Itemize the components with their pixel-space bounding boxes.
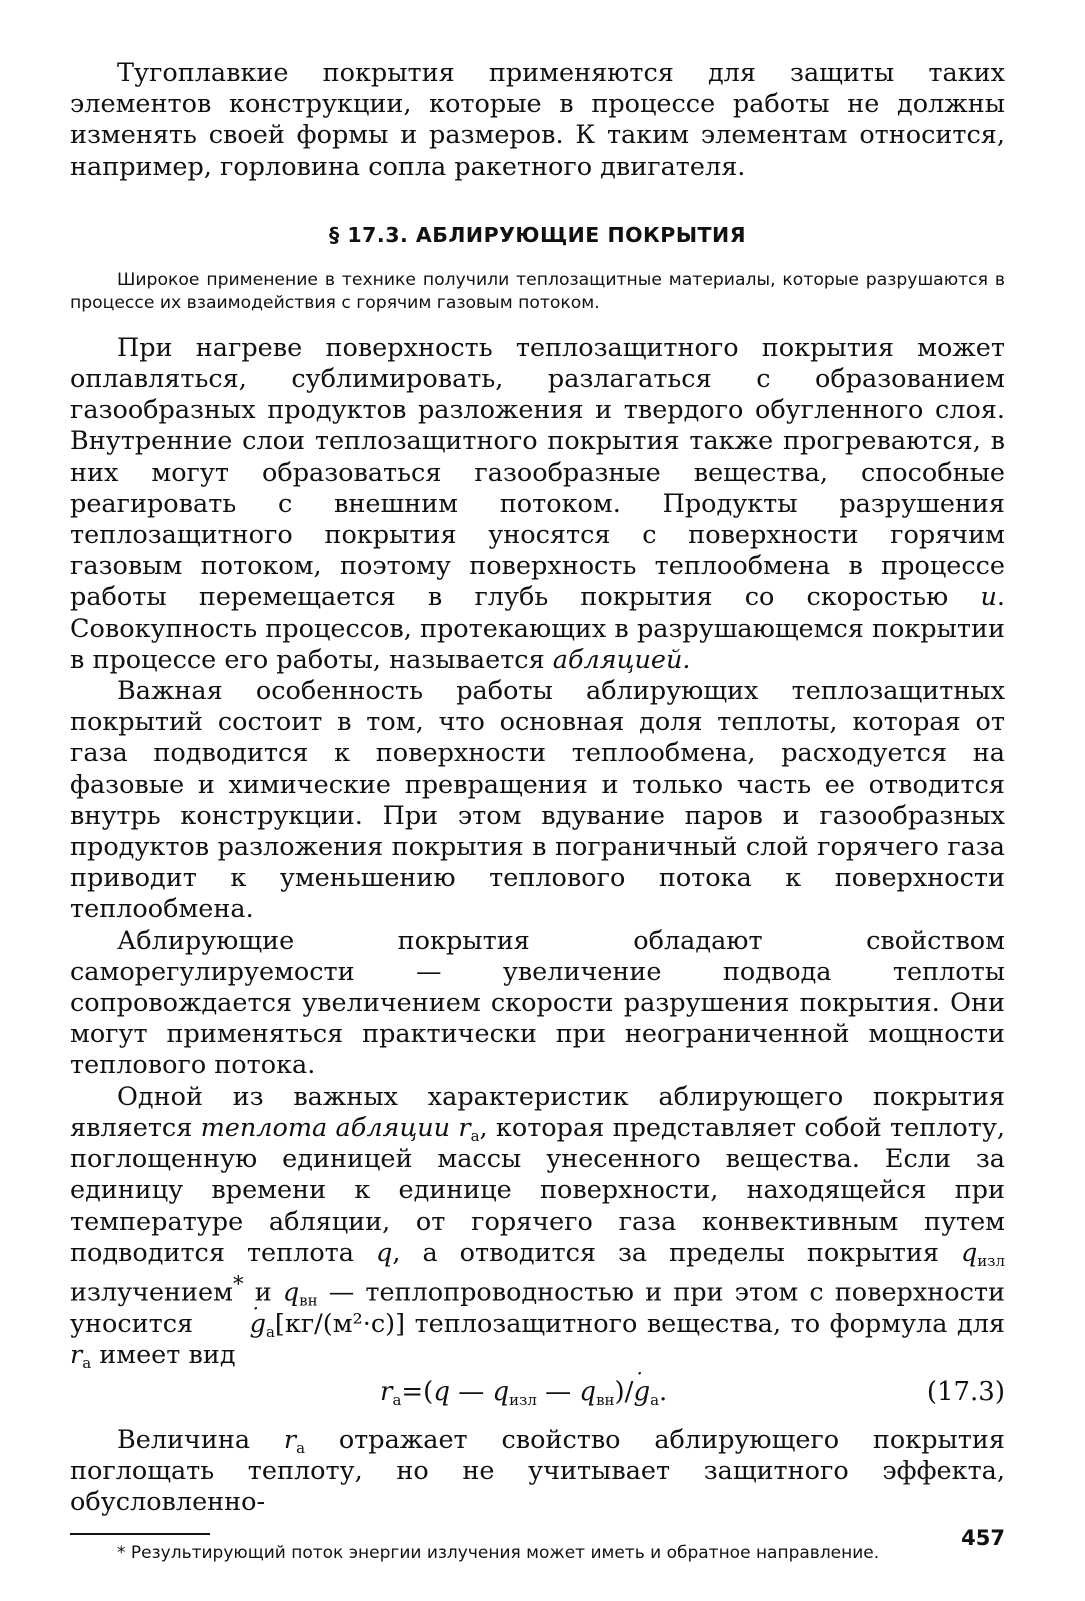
subscript: а bbox=[265, 1322, 275, 1341]
units: [кг/(м²·с)] bbox=[274, 1308, 406, 1339]
formula-part: — bbox=[449, 1377, 493, 1408]
symbol-r: r bbox=[70, 1339, 83, 1370]
section-abstract: Широкое применение в технике получили теплозащитные материалы, которые разрушаются в процессе их взаимодействия с горячим газовым потоком. bbox=[70, 269, 1005, 313]
formula-17-3 bbox=[70, 1375, 1005, 1415]
symbol-g-dot: · g bbox=[203, 1309, 266, 1340]
page-content bbox=[70, 58, 1005, 1565]
text-run: При нагреве поверхность теплозащитного покрытия может оплавляться, сублимировать, разлагаться с образованием газообразных продуктов разложения и твердого обугленного слоя. Внутренние слои теплозащитного покрытия также прогреваются, в них могут образоваться газообразные вещества, способные реагировать с внешним потоком. Продукты разрушения теплозащитного покрытия уносятся с поверхности горячим газовым потоком, поэтому поверхность теплообмена в процессе работы перемещается в глубь покрытия со скоростью bbox=[70, 332, 1005, 613]
symbol-r: r bbox=[283, 1425, 297, 1456]
text-run: , которая представляет собой теплоту, поглощенную единицей массы унесенного вещества. Если за единицу времени к единице поверхности, находящейся при температуре абляции, от горячего газа конвективным путем подводится теплота bbox=[70, 1112, 1005, 1268]
formula-part: — bbox=[536, 1377, 580, 1408]
text-run: — теплопроводностью и при этом с поверхности уносится bbox=[70, 1277, 1005, 1339]
text-run: , а отводится за пределы покрытия bbox=[392, 1237, 961, 1268]
text-run: теплозащитного вещества, то формула для bbox=[405, 1308, 1005, 1339]
subscript: а bbox=[392, 1391, 402, 1410]
velocity-symbol: u bbox=[980, 582, 997, 613]
text-run: отражает свойство аблирующего покрытия поглощать теплоту, но не учитывает защитного эффекта, обусловленно- bbox=[70, 1425, 1006, 1518]
formula-part: =( bbox=[401, 1377, 434, 1408]
section-heading: § 17.3. АБЛИРУЮЩИЕ ПОКРЫТИЯ bbox=[329, 222, 746, 247]
term-ablation: абляцией. bbox=[552, 644, 691, 675]
text-run: излучением bbox=[70, 1277, 233, 1308]
equation-number: (17.3) bbox=[926, 1377, 1005, 1408]
formula-part: )/ bbox=[614, 1377, 634, 1408]
subscript: а bbox=[470, 1126, 480, 1145]
footnote-mark: * bbox=[232, 1271, 244, 1297]
subscript: а bbox=[82, 1353, 92, 1372]
formula-expression bbox=[380, 1377, 668, 1410]
paragraph-refractory: Тугоплавкие покрытия применяются для защиты таких элементов конструкции, которые в процессе работы не должны изменять своей формы и размеров. К таким элементам относится, например, горловина сопла ракетного двигателя. bbox=[70, 58, 1005, 182]
symbol-q: q bbox=[433, 1377, 450, 1408]
paragraph-ablation-definition bbox=[70, 333, 1005, 676]
term-heat-of-ablation: теплота абляции r bbox=[200, 1112, 471, 1143]
symbol-q: q bbox=[579, 1377, 597, 1408]
paragraph-heat-of-ablation bbox=[70, 1082, 1005, 1371]
symbol-q: q bbox=[492, 1377, 510, 1408]
text-run: . Совокупность процессов, протекающих в разрушающемся покрытии в процессе его работы, называется bbox=[70, 582, 1005, 675]
subscript: а bbox=[296, 1439, 306, 1458]
symbol-q: q bbox=[282, 1277, 300, 1308]
text-run: имеет вид bbox=[91, 1339, 236, 1370]
page-number: 457 bbox=[961, 1526, 1005, 1550]
subscript: изл bbox=[509, 1391, 537, 1410]
footnote-text: Результирующий поток энергии излучения может иметь и обратное направление. bbox=[125, 1542, 880, 1563]
subscript: изл bbox=[977, 1251, 1006, 1270]
footnote bbox=[70, 1541, 1005, 1565]
symbol-g-dot: · g bbox=[633, 1377, 650, 1407]
symbol-q: q bbox=[960, 1237, 978, 1268]
text-run: Одной из важных характеристик аблирующего покрытия является bbox=[70, 1081, 1005, 1143]
subscript: вн bbox=[299, 1291, 318, 1310]
text-run: и bbox=[243, 1277, 283, 1308]
paragraph-magnitude bbox=[70, 1425, 1005, 1519]
formula-part: . bbox=[659, 1377, 668, 1408]
symbol-q: q bbox=[376, 1237, 393, 1268]
text-run: Величина bbox=[117, 1425, 284, 1456]
footnote-divider bbox=[70, 1533, 210, 1535]
footnote-mark: * bbox=[117, 1542, 126, 1563]
paragraph-self-regulation: Аблирующие покрытия обладают свойством саморегулируемости — увеличение подвода теплоты сопровождается увеличением скорости разрушения покрытия. Они могут применяться практически при неограниченной мощности теплового потока. bbox=[70, 925, 1005, 1081]
symbol-r: r bbox=[380, 1377, 393, 1408]
paragraph-feature: Важная особенность работы аблирующих теплозащитных покрытий состоит в том, что основная доля теплоты, которая от газа подводится к поверхности теплообмена, расходуется на фазовые и химические превращения и только часть ее отводится внутрь конструкции. При этом вдувание паров и газообразных продуктов разложения покрытия в пограничный слой горячего газа приводит к уменьшению теплового потока к поверхности теплообмена. bbox=[70, 676, 1005, 925]
subscript: а bbox=[650, 1391, 660, 1410]
subscript: вн bbox=[596, 1391, 615, 1410]
